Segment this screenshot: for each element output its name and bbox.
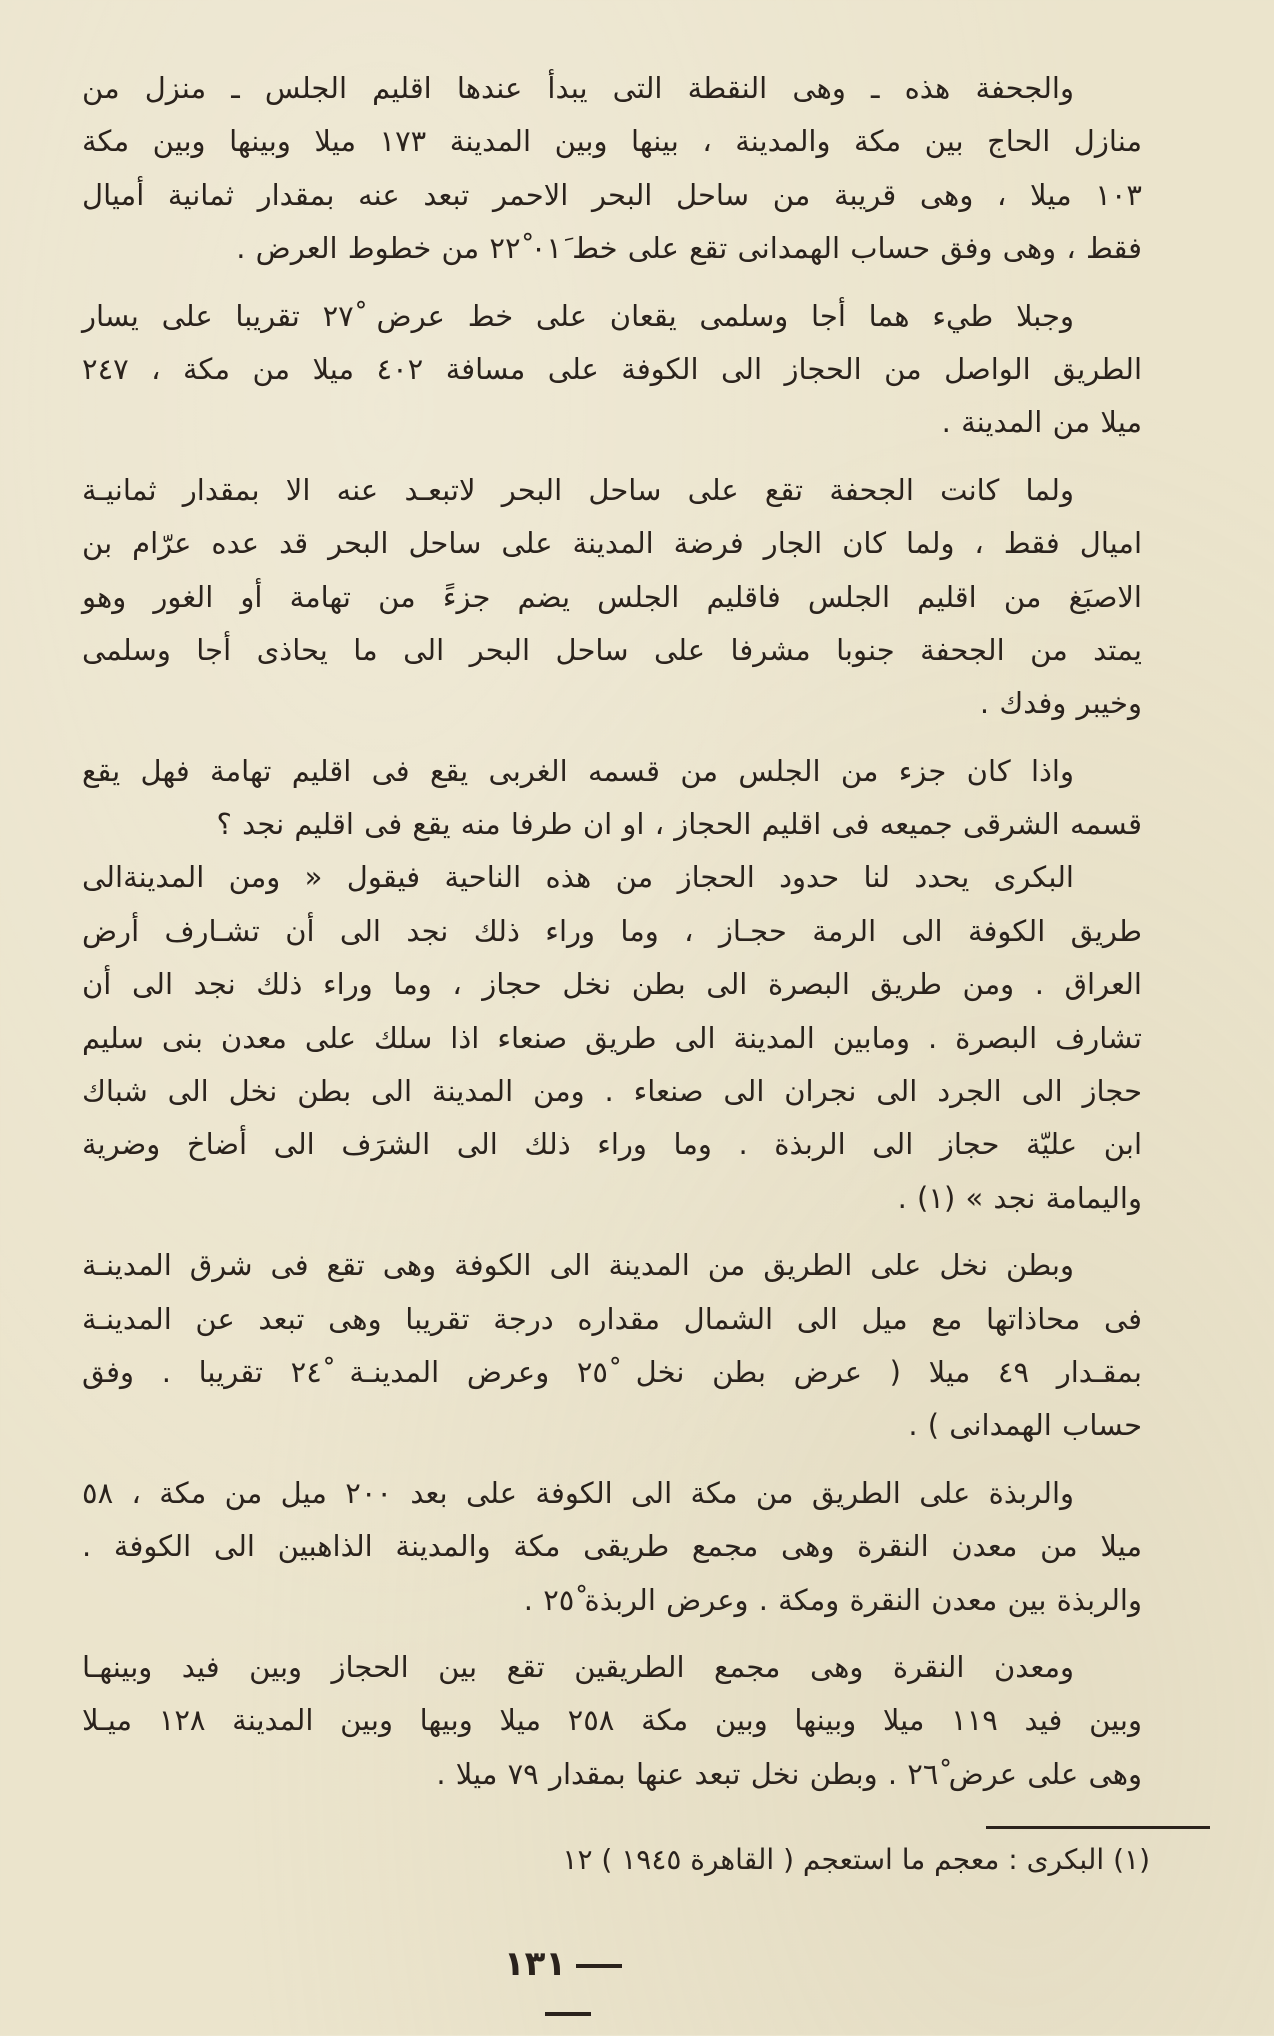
text-line: الطريق الواصل من الحجاز الى الكوفة على مسافة ٤٠٢ ميلا من مكة ، ٢٤٧ [82, 351, 1143, 386]
text-line: والجحفة هذه ـ وهى النقطة التى يبدأ عندها اقليم الجلس ـ منزل من [82, 71, 1074, 105]
text-line: فى محاذاتها مع ميل الى الشمال مقداره درجة تقريبا وهى تبعد عن المدينـة [82, 1301, 1142, 1336]
paragraph-question [82, 745, 1210, 852]
text-line: تشارف البصرة . ومابين المدينة الى طريق صنعاء اذا سلك على معدن بنى سليم [82, 1020, 1142, 1055]
text-line: حساب الهمدانى ) . [908, 1408, 1142, 1443]
text-line: وجبلا طيء هما أجا وسلمى يقعان على خط عرض ٢٧ْ تقريبا على يسار [82, 298, 1074, 333]
text-line: واليمامة نجد » (١) . [897, 1180, 1142, 1215]
text-line: ١٠٣ ميلا ، وهى قريبة من ساحل البحر الاحمر تبعد عنه بمقدار ثمانية أميال [82, 177, 1142, 212]
paragraph-batn-nakhl [82, 1239, 1210, 1453]
paragraph-tayy-mountains [82, 290, 1210, 450]
text-line: ميلا من معدن النقرة وهى مجمع طريقى مكة والمدينة الذاهبين الى الكوفة . [82, 1529, 1142, 1564]
footnote: (١) البكرى : معجم ما استعجم ( القاهرة ١٩٤٥ ) ١٢ [562, 1843, 1150, 1876]
text-line: العراق . ومن طريق البصرة الى بطن نخل حجاز ، وما وراء ذلك نجد الى أن [82, 967, 1142, 1002]
book-page [82, 0, 1210, 2035]
text-line: ابن عليّة حجاز الى الربذة . وما وراء ذلك الى الشرَف الى أضاخ وضرية [82, 1127, 1142, 1162]
text-line: حجاز الى الجرد الى نجران الى صنعاء . ومن المدينة الى بطن نخل الى شباك [82, 1074, 1142, 1109]
dash-left [576, 1964, 622, 1968]
text-line: طريق الكوفة الى الرمة حجـاز ، وما وراء ذلك نجد الى أن تشـارف أرض [82, 913, 1142, 948]
page-number [473, 1940, 663, 2036]
text-line: بمقـدار ٤٩ ميلا ( عرض بطن نخل ٢٥ْ وعرض المدينـة ٢٤ْ تقريبا . وفق [82, 1354, 1142, 1389]
paragraph-juhfa [82, 62, 1210, 276]
dash-right [545, 2012, 591, 2016]
text-line: الاصبَغ من اقليم الجلس فاقليم الجلس يضم جزءً من تهامة أو الغور وهو [82, 579, 1142, 614]
text-line: والربذة على الطريق من مكة الى الكوفة على بعد ٢٠٠ ميل من مكة ، ٥٨ [82, 1475, 1075, 1510]
text-line: قسمه الشرقى جميعه فى اقليم الحجاز ، او ان طرفا منه يقع فى اقليم نجد ؟ [216, 807, 1142, 842]
page-number-value: ١٣١ [503, 1944, 567, 1984]
footnote-divider [986, 1826, 1210, 1829]
paragraph-bakri-quote [82, 851, 1210, 1225]
text-line: وبطن نخل على الطريق من المدينة الى الكوفة وهى تقع فى شرق المدينـة [82, 1248, 1074, 1283]
text-line: البكرى يحدد لنا حدود الحجاز من هذه الناحية فيقول « ومن المدينةالى [82, 860, 1074, 895]
text-line: يمتد من الجحفة جنوبا مشرفا على ساحل البحر الى ما يحاذى أجا وسلمى [82, 632, 1142, 667]
paragraph-rabadha [82, 1467, 1210, 1627]
text-line: فقط ، وهى وفق حساب الهمدانى تقع على خط ٠١َ ٢٢ْ من خطوط العرض . [236, 231, 1142, 266]
text-line: ميلا من المدينة . [941, 405, 1142, 440]
paragraph-jals-region [82, 464, 1210, 731]
text-line: وبين فيد ١١٩ ميلا وبينها وبين مكة ٢٥٨ ميلا وبيها وبين المدينة ١٢٨ ميـلا [82, 1703, 1142, 1738]
text-line: والربذة بين معدن النقرة ومكة . وعرض الربذة ٢٥ْ . [523, 1582, 1142, 1617]
text-line: اميال فقط ، ولما كان الجار فرضة المدينة على ساحل البحر قد عده عرّام بن [82, 526, 1142, 561]
body-text [82, 62, 1210, 1801]
text-line: وخيبر وفدك . [979, 686, 1142, 721]
paragraph-maadin-nuqra [82, 1641, 1210, 1801]
text-line: ولما كانت الجحفة تقع على ساحل البحر لاتبعـد عنه الا بمقدار ثمانيـة [82, 472, 1074, 507]
text-line: واذا كان جزء من الجلس من قسمه الغربى يقع فى اقليم تهامة فهل يقع [82, 753, 1074, 788]
text-line: منازل الحاج بين مكة والمدينة ، بينها وبين المدينة ١٧٣ ميلا وبينها وبين مكة [82, 124, 1142, 159]
text-line: وهى على عرض ٢٦ْ . وبطن نخل تبعد عنها بمقدار ٧٩ ميلا . [436, 1756, 1142, 1791]
text-line: ومعدن النقرة وهى مجمع الطريقين تقع بين الحجاز وبين فيد وبينهـا [82, 1649, 1074, 1684]
